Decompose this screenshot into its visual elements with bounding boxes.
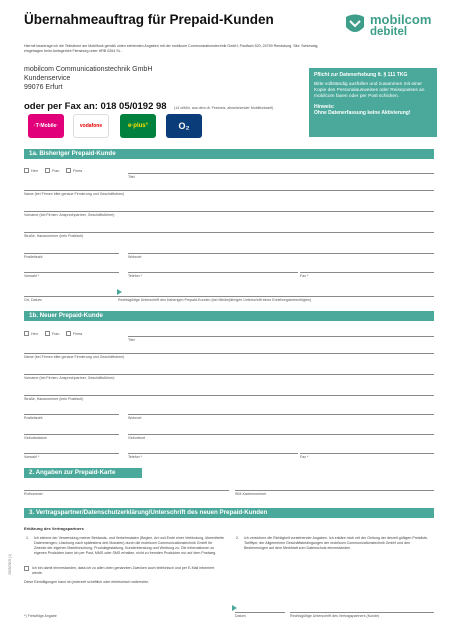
telefon-field[interactable]: [128, 272, 298, 273]
strasse-field[interactable]: [24, 395, 434, 396]
wohnort-label: Wohnort: [128, 255, 142, 259]
data-collection-notice: [309, 68, 437, 137]
vorname-label: Vorname (bei Firmen: Ansprechpartner, Geschäftsführer): [24, 213, 115, 217]
plz-field[interactable]: [24, 414, 119, 415]
declaration-text-2: 2. Ich versichere die Richtigkeit vorstehender Angaben. Ich erkläre mich mit der Geltung der derzeit gültigen Preisliste, Tarifflyer, der Allgemeinen Geschäftsbedingungen der mobilcom Communicationstechnik GmbH und den Bestimmungen auf dem Merkblatt zum Datenschutz einverstanden.: [236, 536, 428, 550]
section-1b-header: 1b. Neuer Prepaid-Kunde: [24, 311, 434, 321]
fax-line: [24, 96, 273, 114]
section-3-header: 3. Vertragspartner/Datenschutzerklärung/Unterschrift des neuen Prepaid-Kunden: [24, 508, 434, 518]
address-dept: Kundenservice: [24, 75, 71, 82]
geburtsort-label: Geburtsort: [128, 436, 145, 440]
titel-field[interactable]: [128, 173, 434, 174]
brand-mark-icon: [344, 13, 366, 37]
sim-field[interactable]: [235, 490, 434, 491]
telefon-label: Telefon *: [128, 455, 142, 459]
wohnort-field[interactable]: [128, 253, 434, 254]
brand-name-line1: mobilcom: [370, 12, 432, 27]
salutation-frau-checkbox[interactable]: Frau: [45, 331, 59, 336]
name-label: Name (bei Firmen bitte genaue Firmierung und Geschäftsform): [24, 355, 125, 359]
plz-label: Postleitzahl: [24, 255, 43, 259]
datum-field[interactable]: [235, 612, 285, 613]
salutation-firma-checkbox[interactable]: Firma: [66, 331, 82, 336]
brand-logo: [344, 11, 436, 41]
ort-datum-label: Ort, Datum: [24, 298, 42, 302]
vorwahl-field[interactable]: [24, 453, 119, 454]
fax-field[interactable]: [300, 453, 434, 454]
salutation-herr-checkbox[interactable]: Herr: [24, 331, 38, 336]
telefon-label: Telefon *: [128, 274, 142, 278]
notice-hint-body: Ohne Datenerfassung keine Aktivierung!: [314, 110, 411, 117]
fax-label: Fax *: [300, 455, 309, 459]
geburtsdatum-field[interactable]: [24, 434, 119, 435]
name-field[interactable]: [24, 190, 434, 191]
fax-label: Fax *: [300, 274, 309, 278]
vorname-field[interactable]: [24, 374, 434, 375]
eplus-logo: e·plus°: [120, 114, 156, 138]
fax-field[interactable]: [300, 272, 434, 273]
titel-label: Titel: [128, 175, 135, 179]
page-title: Übernahmeauftrag für Prepaid-Kunden: [24, 12, 274, 27]
rufnummer-label: Rufnummer: [24, 492, 43, 496]
ort-datum-field[interactable]: [24, 296, 119, 297]
plz-field[interactable]: [24, 253, 119, 254]
o2-logo: O₂: [166, 114, 202, 138]
vorwahl-label: Vorwahl *: [24, 455, 40, 459]
sim-label: SIM-Kartennummer: [235, 492, 267, 496]
salutation-frau-checkbox[interactable]: Frau: [45, 168, 59, 173]
signature-1a-field[interactable]: [118, 296, 434, 297]
titel-field[interactable]: [128, 336, 434, 337]
consent-text-1: 1. Ich stimme der Verwendung meiner Bestands- und Verkehrsdaten (Beginn, Art und Ende einer Verbindung, übermittelte Datenmengen; Löschung nach spätestens drei Monaten) durch die mobilcom Communicationstechnik GmbH für Zwecke der eigenen Marktforschung, Produktgestaltung, Kundenberatung und Werbung zu. Die Informationen zu eigenen Produkten kann ich per Post, MMS oder SMS erhalten, nicht zu fremden Produkten nur auf dem Postweg.: [26, 536, 224, 555]
vorwahl-label: Vorwahl *: [24, 274, 40, 278]
fax-number: oder per Fax an: 018 05/0192 98: [24, 101, 167, 112]
geburtsort-field[interactable]: [128, 434, 434, 435]
consent-text-1b: Ich bin damit einverstanden, dass ich zu allen oben genannten Zwecken auch telefonisch und per E-Mail informiert werde.: [32, 566, 215, 575]
declaration-heading: Erklärung des Vertragspartners: [24, 526, 84, 531]
telefon-field[interactable]: [128, 453, 298, 454]
consent-contact-checkbox[interactable]: [24, 566, 31, 571]
salutation-herr-checkbox[interactable]: Herr: [24, 168, 38, 173]
brand-name-line2: debitel: [370, 26, 408, 38]
titel-label: Titel: [128, 338, 135, 342]
notice-heading: Pflicht zur Datenerhebung lt. § 111 TKG: [314, 72, 408, 78]
address-company: mobilcom Communicationstechnik GmbH: [24, 66, 153, 73]
address-city: 99076 Erfurt: [24, 84, 63, 91]
telekom-logo: ·T·Mobile·: [28, 114, 64, 138]
notice-body: Bitte vollständig ausfüllen und zusammen mit einer Kopie des Personalausweises oder Reisepasses an mobilcom faxen oder per Post schicken.: [314, 82, 425, 100]
signature-3-label: Rechtsgültige Unterschrift des Vertragspartners (Kunde): [290, 614, 380, 618]
revocation-note: Diese Einwilligungen kann ich jederzeit schriftlich oder elektronisch widerrufen.: [24, 580, 150, 584]
strasse-field[interactable]: [24, 232, 434, 233]
datum-label: Datum: [235, 614, 246, 618]
strasse-label: Straße, Hausnummer (kein Postfach): [24, 234, 84, 238]
vorname-label: Vorname (bei Firmen: Ansprechpartner, Geschäftsführer): [24, 376, 115, 380]
salutation-firma-checkbox[interactable]: Firma: [66, 168, 82, 173]
plz-label: Postleitzahl: [24, 416, 43, 420]
section-2-header: 2. Angaben zur Prepaid-Karte: [24, 468, 142, 478]
vorname-field[interactable]: [24, 211, 434, 212]
name-label: Name (bei Firmen bitte genaue Firmierung und Geschäftsform): [24, 192, 125, 196]
wohnort-field[interactable]: [128, 414, 434, 415]
notice-hint-title: Hinweis:: [314, 103, 335, 110]
sign-here-arrow-icon: [232, 605, 237, 611]
strasse-label: Straße, Hausnummer (kein Postfach): [24, 397, 84, 401]
sign-here-arrow-icon: [117, 289, 122, 295]
optional-footnote: *) Freiwillige Angabe: [24, 614, 57, 618]
name-field[interactable]: [24, 353, 434, 354]
intro-text: Hiermit beantrage ich die Teilnahme am Mobilfunk gemäß unten stehenden Angaben mit der mobilcom Communicationstechnik GmbH, Postfach 520, 24759 Rendsburg. Sitz: Schleswig, eingetragen beim Amtsgericht Flensburg unter HRB 0264 SL.: [24, 44, 319, 53]
vodafone-logo: vodafone: [73, 114, 109, 138]
fax-rate-note: (14 ct/Min. aus dem dt. Festnetz, abweichender Mobilfunktarif): [174, 106, 274, 110]
rufnummer-field[interactable]: [24, 490, 229, 491]
section-1a-header: 1a. Bisheriger Prepaid-Kunde: [24, 149, 434, 159]
wohnort-label: Wohnort: [128, 416, 142, 420]
geburtsdatum-label: Geburtsdatum: [24, 436, 47, 440]
postal-address: [24, 65, 152, 92]
signature-1a-label: Rechtsgültige Unterschrift des bisherigen Prepaid-Kunden (bei Minderjährigen Unterschrift eines Erziehungsberechtigten): [118, 298, 312, 302]
signature-3-field[interactable]: [290, 612, 434, 613]
vorwahl-field[interactable]: [24, 272, 119, 273]
form-code: 0905/0905 (1): [8, 553, 12, 575]
